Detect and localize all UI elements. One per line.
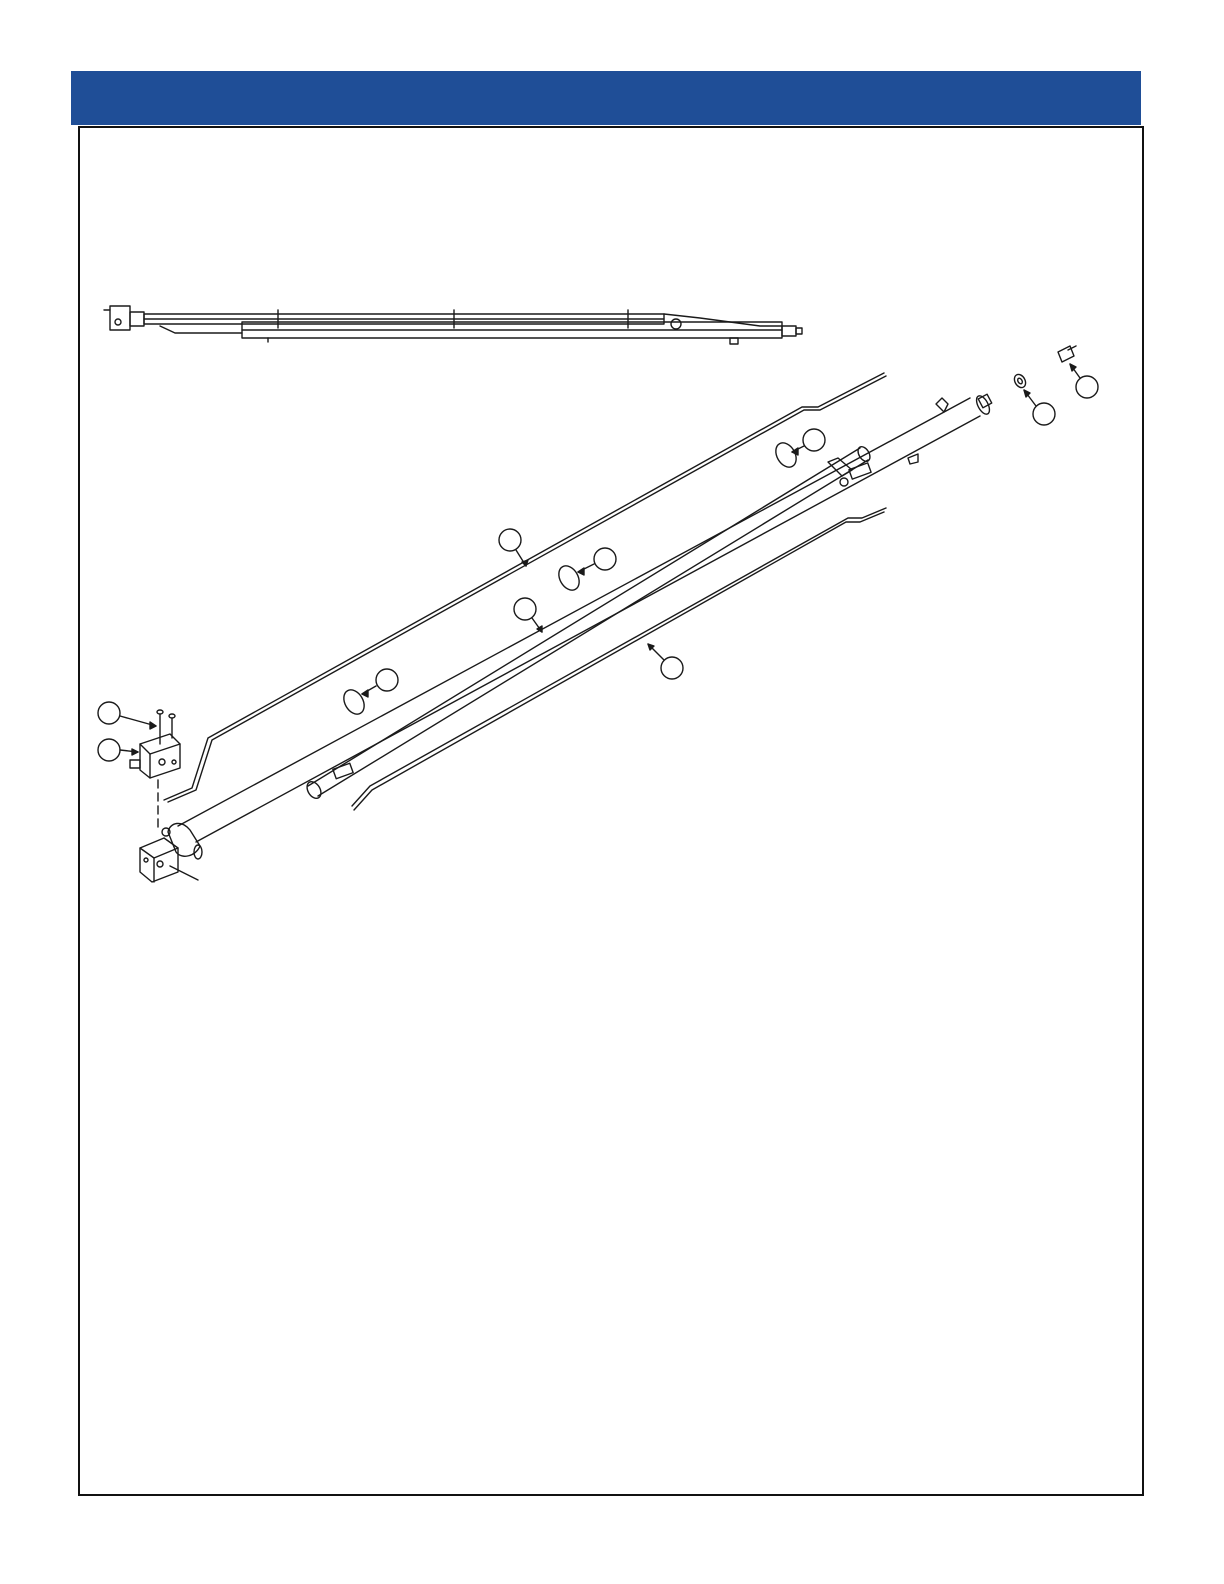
upper-tube-line <box>164 373 886 802</box>
lower-tube-line <box>352 508 886 810</box>
inner-tube <box>304 445 872 801</box>
callout-bubble <box>98 739 138 761</box>
callout-bubbles <box>98 364 1098 880</box>
callout-bubble <box>514 598 542 632</box>
callout-bubble <box>499 529 528 566</box>
callout-bubble <box>98 702 156 729</box>
o-ring-seals <box>340 439 801 718</box>
washer-and-pin <box>1012 346 1076 390</box>
callout-bubble <box>648 644 683 679</box>
callout-bubble <box>1024 390 1055 425</box>
callout-bubble <box>792 429 825 455</box>
callout-bubble <box>1070 364 1098 398</box>
callout-bubble <box>362 669 398 697</box>
callout-bubble <box>578 548 616 575</box>
assembled-boom-overview-icon <box>104 306 802 344</box>
